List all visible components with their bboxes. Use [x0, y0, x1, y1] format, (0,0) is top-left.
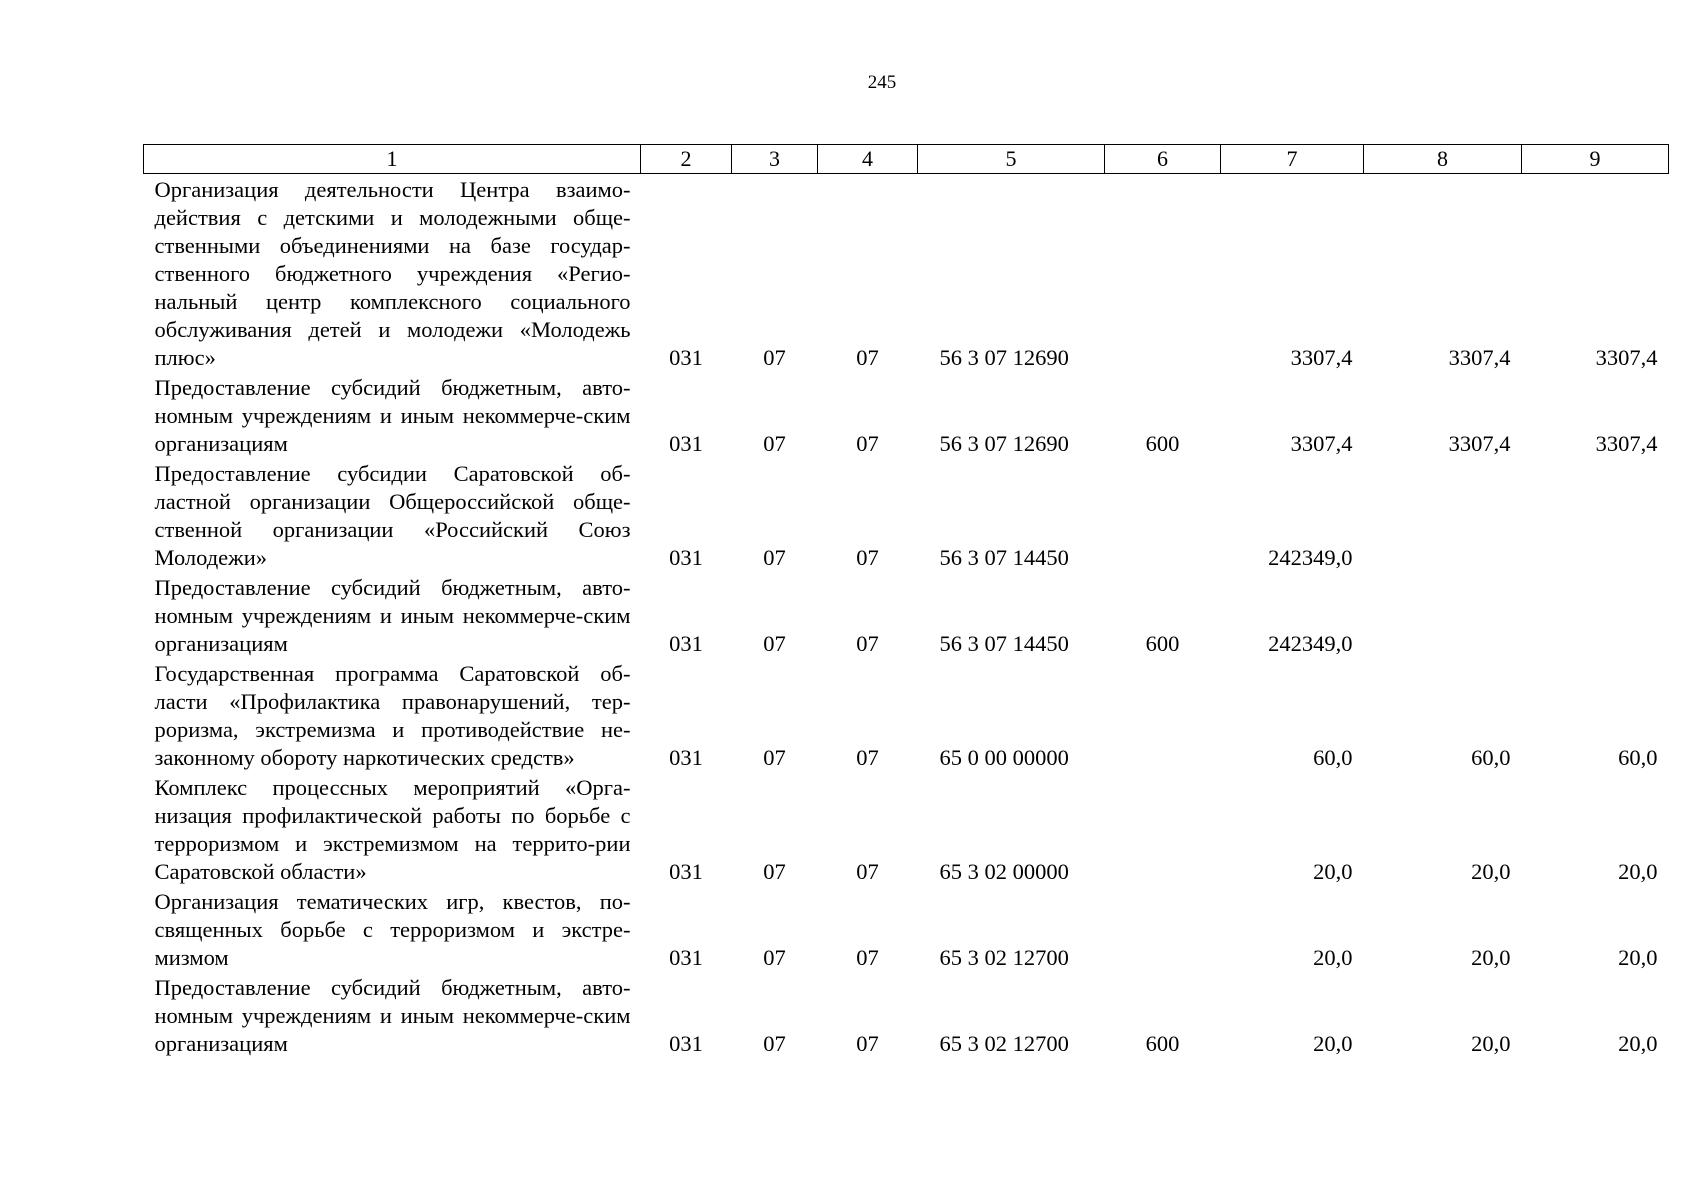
target-article-cell: 56 3 07 14450: [939, 545, 1069, 570]
code-subsection-cell: 07: [856, 859, 879, 884]
table-row: [144, 886, 1669, 972]
target-article-cell: 65 3 02 00000: [939, 859, 1069, 884]
amount-col9-cell: 20,0: [1618, 859, 1658, 884]
budget-table: [143, 144, 1669, 1058]
row-name-cell: Предоставление субсидий бюджетным, авто-номным учреждениям и иным некоммерче-ским организациям: [154, 975, 631, 1056]
amount-col9-cell: 20,0: [1618, 945, 1658, 970]
amount-col9-cell: [1522, 572, 1669, 658]
target-article-cell: 65 3 02 12700: [939, 945, 1069, 970]
amount-col7-cell: 20,0: [1313, 859, 1353, 884]
code-section-cell: 07: [763, 545, 786, 570]
amount-col8-cell: 20,0: [1471, 1031, 1511, 1056]
amount-col8-cell: 60,0: [1471, 745, 1511, 770]
table-row: [144, 658, 1669, 772]
code-subsection-cell: 07: [856, 545, 879, 570]
code-section-cell: 07: [763, 745, 786, 770]
expense-type-cell: 600: [1145, 631, 1180, 656]
amount-col8-cell: 3307,4: [1448, 345, 1511, 370]
row-name-cell: Организация деятельности Центра взаимо-действия с детскими и молодежными обще-ственными объединениями на базе государ-ственного бюджетного учреждения «Регио-нальный центр комплексного социального обслуживания детей и молодежи «Молодежь плюс»: [154, 177, 631, 370]
code-subsection-cell: 07: [856, 631, 879, 656]
expense-type-cell: [1105, 658, 1221, 772]
row-name-cell: Предоставление субсидий бюджетным, авто-номным учреждениям и иным некоммерче-ским организациям: [154, 575, 631, 656]
target-article-cell: 56 3 07 14450: [939, 631, 1069, 656]
amount-col9-cell: 3307,4: [1595, 431, 1658, 456]
amount-col7-cell: 3307,4: [1290, 431, 1353, 456]
header-cell: 7: [1221, 145, 1364, 174]
code-ministry-cell: 031: [669, 859, 703, 884]
expense-type-cell: 600: [1145, 1031, 1180, 1056]
header-cell: 5: [918, 145, 1105, 174]
code-section-cell: 07: [763, 345, 786, 370]
table-body: [144, 174, 1669, 1059]
amount-col7-cell: 3307,4: [1290, 345, 1353, 370]
amount-col8-cell: 3307,4: [1448, 431, 1511, 456]
code-section-cell: 07: [763, 631, 786, 656]
amount-col7-cell: 242349,0: [1268, 545, 1353, 570]
expense-type-cell: [1105, 772, 1221, 886]
table-row: [144, 972, 1669, 1058]
target-article-cell: 65 3 02 12700: [939, 1031, 1069, 1056]
target-article-cell: 56 3 07 12690: [939, 431, 1069, 456]
amount-col8-cell: 20,0: [1471, 859, 1511, 884]
code-ministry-cell: 031: [669, 545, 703, 570]
code-section-cell: 07: [763, 945, 786, 970]
amount-col9-cell: 3307,4: [1595, 345, 1658, 370]
row-name-cell: Организация тематических игр, квестов, по-священных борьбе с терроризмом и экстре-мизмом: [154, 889, 631, 970]
header-row: [144, 145, 1669, 174]
amount-col9-cell: 20,0: [1618, 1031, 1658, 1056]
row-name-cell: Государственная программа Саратовской об-ласти «Профилактика правонарушений, тер-роризма, экстремизма и противодействие не-законному обороту наркотических средств»: [154, 661, 631, 770]
target-article-cell: 56 3 07 12690: [939, 345, 1069, 370]
code-ministry-cell: 031: [669, 345, 703, 370]
table-row: [144, 572, 1669, 658]
code-section-cell: 07: [763, 1031, 786, 1056]
header-cell: 2: [641, 145, 732, 174]
row-name-cell: Комплекс процессных мероприятий «Орга-низация профилактической работы по борьбе с терроризмом и экстремизмом на террито-рии Саратовской области»: [154, 775, 631, 884]
expense-type-cell: 600: [1145, 431, 1180, 456]
code-ministry-cell: 031: [669, 431, 703, 456]
row-name-cell: Предоставление субсидий бюджетным, авто-номным учреждениям и иным некоммерче-ским организациям: [154, 375, 631, 456]
code-ministry-cell: 031: [669, 1031, 703, 1056]
amount-col9-cell: 60,0: [1618, 745, 1658, 770]
target-article-cell: 65 0 00 00000: [939, 745, 1069, 770]
code-subsection-cell: 07: [856, 745, 879, 770]
amount-col7-cell: 20,0: [1313, 1031, 1353, 1056]
amount-col7-cell: 242349,0: [1268, 631, 1353, 656]
amount-col7-cell: 60,0: [1313, 745, 1353, 770]
row-name-cell: Предоставление субсидии Саратовской об-ластной организации Общероссийской обще-ственной организации «Российский Союз Молодежи»: [154, 461, 631, 570]
code-ministry-cell: 031: [669, 631, 703, 656]
expense-type-cell: [1105, 458, 1221, 572]
code-subsection-cell: 07: [856, 345, 879, 370]
expense-type-cell: [1105, 886, 1221, 972]
code-subsection-cell: 07: [856, 1031, 879, 1056]
header-cell: 9: [1522, 145, 1669, 174]
header-cell: 4: [818, 145, 918, 174]
code-ministry-cell: 031: [669, 945, 703, 970]
header-cell: 8: [1364, 145, 1522, 174]
amount-col8-cell: 20,0: [1471, 945, 1511, 970]
table-row: [144, 174, 1669, 373]
code-ministry-cell: 031: [669, 745, 703, 770]
header-cell: 6: [1105, 145, 1221, 174]
table-row: [144, 458, 1669, 572]
code-section-cell: 07: [763, 431, 786, 456]
table-row: [144, 372, 1669, 458]
header-cell: 1: [144, 145, 641, 174]
expense-type-cell: [1105, 174, 1221, 373]
code-section-cell: 07: [763, 859, 786, 884]
amount-col8-cell: [1364, 572, 1522, 658]
page-number: 245: [867, 72, 897, 93]
amount-col9-cell: [1522, 458, 1669, 572]
table-row: [144, 772, 1669, 886]
code-subsection-cell: 07: [856, 945, 879, 970]
amount-col7-cell: 20,0: [1313, 945, 1353, 970]
header-cell: 3: [732, 145, 818, 174]
amount-col8-cell: [1364, 458, 1522, 572]
code-subsection-cell: 07: [856, 431, 879, 456]
